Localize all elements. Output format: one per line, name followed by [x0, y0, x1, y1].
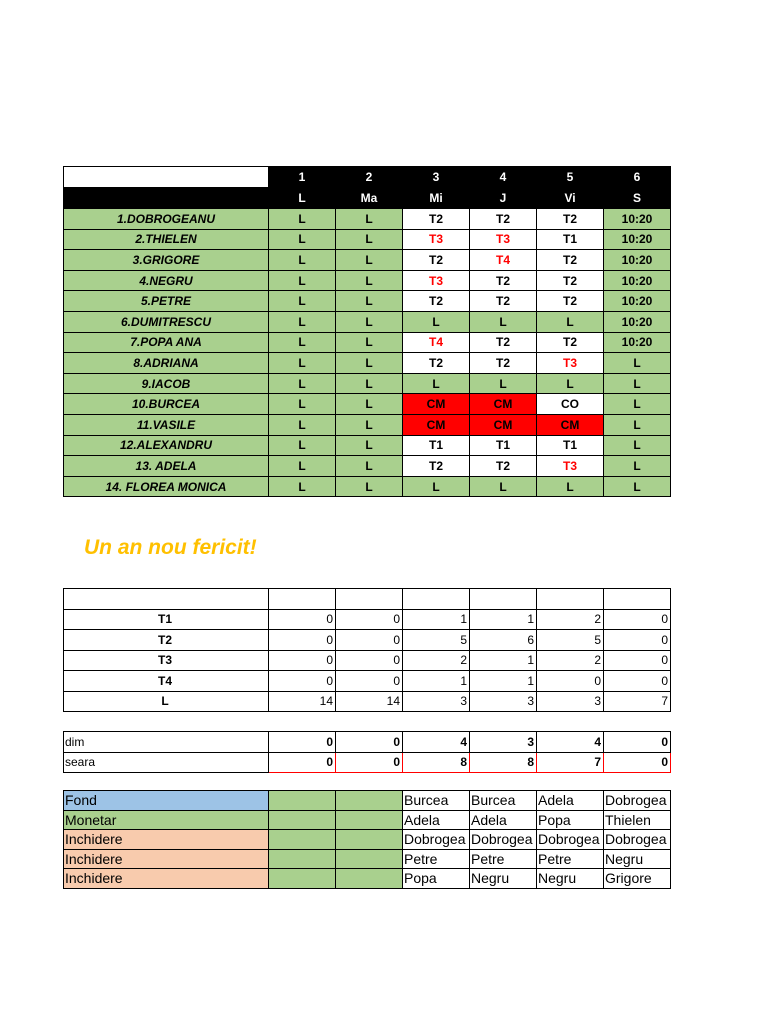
employee-name-cell[interactable]: 13. ADELA: [64, 456, 269, 477]
shift-cell[interactable]: L: [403, 311, 470, 332]
shift-cell[interactable]: T4: [403, 332, 470, 353]
duty-row: [64, 849, 671, 869]
shift-cell[interactable]: L: [604, 435, 671, 456]
shift-cell[interactable]: T2: [403, 456, 470, 477]
duty-assignee-cell[interactable]: Petre: [470, 849, 537, 869]
totals-value-cell[interactable]: 3: [470, 732, 537, 753]
header-day-names-row: [64, 188, 671, 209]
shift-cell[interactable]: T2: [470, 332, 537, 353]
shift-cell[interactable]: L: [336, 435, 403, 456]
shift-cell[interactable]: L: [604, 414, 671, 435]
employee-row: [64, 394, 671, 415]
duty-label-cell[interactable]: Inchidere: [64, 869, 269, 889]
shift-cell[interactable]: T2: [537, 291, 604, 312]
employee-row: [64, 353, 671, 374]
totals-value-cell[interactable]: 0: [336, 732, 403, 753]
count-value-cell[interactable]: 3: [403, 691, 470, 712]
shift-cell[interactable]: L: [470, 373, 537, 394]
employee-row: [64, 291, 671, 312]
employee-row: [64, 435, 671, 456]
employee-row: [64, 414, 671, 435]
shift-cell[interactable]: L: [604, 394, 671, 415]
shift-cell[interactable]: T2: [403, 291, 470, 312]
shift-cell[interactable]: L: [336, 311, 403, 332]
shift-cell[interactable]: 10:20: [604, 270, 671, 291]
shift-cell[interactable]: T3: [537, 456, 604, 477]
shift-cell[interactable]: L: [269, 250, 336, 271]
shift-cell[interactable]: L: [336, 209, 403, 230]
totals-value-cell[interactable]: 0: [336, 752, 403, 773]
employee-row: [64, 373, 671, 394]
count-value-cell[interactable]: 0: [336, 650, 403, 671]
shift-cell[interactable]: CM: [537, 414, 604, 435]
shift-cell[interactable]: CM: [470, 414, 537, 435]
duty-assignee-cell[interactable]: [336, 869, 403, 889]
shift-cell[interactable]: L: [269, 456, 336, 477]
count-label-cell[interactable]: T3: [64, 650, 269, 671]
duty-assignee-cell[interactable]: Petre: [537, 849, 604, 869]
employee-row: [64, 270, 671, 291]
shift-cell[interactable]: L: [269, 373, 336, 394]
count-value-cell[interactable]: 1: [470, 609, 537, 630]
day-number-cell[interactable]: 2: [336, 167, 403, 188]
count-row: [64, 630, 671, 651]
day-name-cell[interactable]: J: [470, 188, 537, 209]
shift-cell[interactable]: 10:20: [604, 250, 671, 271]
count-row: [64, 650, 671, 671]
employee-row: [64, 311, 671, 332]
shift-cell[interactable]: L: [604, 373, 671, 394]
count-value-cell[interactable]: 0: [604, 650, 671, 671]
count-value-cell[interactable]: 3: [470, 691, 537, 712]
count-value-cell[interactable]: 0: [604, 609, 671, 630]
count-value-cell[interactable]: 1: [403, 609, 470, 630]
count-value-cell[interactable]: 2: [403, 650, 470, 671]
totals-value-cell[interactable]: 8: [403, 752, 470, 773]
count-label-cell[interactable]: T4: [64, 671, 269, 692]
shift-cell[interactable]: T3: [403, 270, 470, 291]
employee-row: [64, 250, 671, 271]
duty-assignee-cell[interactable]: Adela: [470, 810, 537, 830]
shift-cell[interactable]: CM: [470, 394, 537, 415]
shift-cell[interactable]: L: [336, 332, 403, 353]
counts-blank-cell[interactable]: [336, 589, 403, 610]
shift-counts-table: [63, 588, 671, 712]
totals-value-cell[interactable]: 8: [470, 752, 537, 773]
counts-blank-cell[interactable]: [269, 589, 336, 610]
shift-cell[interactable]: L: [537, 476, 604, 497]
duty-assignee-cell[interactable]: [269, 810, 336, 830]
shift-cell[interactable]: 10:20: [604, 332, 671, 353]
shift-cell[interactable]: L: [269, 270, 336, 291]
shift-cell[interactable]: L: [336, 250, 403, 271]
duties-table: [63, 790, 671, 889]
shift-cell[interactable]: L: [537, 373, 604, 394]
duty-assignee-cell[interactable]: Adela: [403, 810, 470, 830]
duty-assignee-cell[interactable]: Dobrogea: [604, 830, 671, 850]
count-label-cell[interactable]: T2: [64, 630, 269, 651]
duty-row: [64, 830, 671, 850]
header-day-numbers-row: [64, 167, 671, 188]
employee-name-cell[interactable]: 1.DOBROGEANU: [64, 209, 269, 230]
duty-label-cell[interactable]: Inchidere: [64, 830, 269, 850]
duty-assignee-cell[interactable]: Negru: [470, 869, 537, 889]
day-number-cell[interactable]: 1: [269, 167, 336, 188]
duty-label-cell[interactable]: Monetar: [64, 810, 269, 830]
duty-assignee-cell[interactable]: Burcea: [470, 791, 537, 811]
shift-cell[interactable]: T2: [470, 291, 537, 312]
count-row: [64, 691, 671, 712]
shift-cell[interactable]: L: [269, 476, 336, 497]
totals-label-cell[interactable]: seara: [64, 752, 269, 773]
employee-name-cell[interactable]: 4.NEGRU: [64, 270, 269, 291]
shift-cell[interactable]: CM: [403, 414, 470, 435]
count-label-cell[interactable]: T1: [64, 609, 269, 630]
count-value-cell[interactable]: 5: [403, 630, 470, 651]
count-value-cell[interactable]: 0: [269, 630, 336, 651]
duty-assignee-cell[interactable]: Negru: [537, 869, 604, 889]
totals-table: [63, 731, 671, 773]
shift-cell[interactable]: T3: [537, 353, 604, 374]
header-blank-cell[interactable]: [64, 188, 269, 209]
totals-row: [64, 752, 671, 773]
shift-cell[interactable]: T4: [470, 250, 537, 271]
count-row: [64, 671, 671, 692]
duty-assignee-cell[interactable]: [336, 791, 403, 811]
count-value-cell[interactable]: 0: [336, 630, 403, 651]
count-value-cell[interactable]: 0: [269, 609, 336, 630]
shift-cell[interactable]: L: [604, 353, 671, 374]
shift-cell[interactable]: L: [604, 456, 671, 477]
duty-assignee-cell[interactable]: Adela: [537, 791, 604, 811]
employee-row: [64, 476, 671, 497]
duty-assignee-cell[interactable]: Petre: [403, 849, 470, 869]
employee-name-cell[interactable]: 8.ADRIANA: [64, 353, 269, 374]
count-value-cell[interactable]: 0: [336, 671, 403, 692]
duty-assignee-cell[interactable]: Dobrogea: [470, 830, 537, 850]
shift-cell[interactable]: L: [269, 414, 336, 435]
duty-assignee-cell[interactable]: [269, 869, 336, 889]
day-name-cell[interactable]: S: [604, 188, 671, 209]
counts-header-row: [64, 589, 671, 610]
duty-assignee-cell[interactable]: Negru: [604, 849, 671, 869]
shift-cell[interactable]: L: [470, 476, 537, 497]
count-value-cell[interactable]: 0: [537, 671, 604, 692]
counts-blank-cell[interactable]: [604, 589, 671, 610]
shift-cell[interactable]: L: [269, 332, 336, 353]
greeting-text: Un an nou fericit!: [84, 536, 257, 559]
employee-name-cell[interactable]: 6.DUMITRESCU: [64, 311, 269, 332]
shift-cell[interactable]: L: [470, 311, 537, 332]
shift-cell[interactable]: L: [269, 229, 336, 250]
duty-row: [64, 810, 671, 830]
day-number-cell[interactable]: 5: [537, 167, 604, 188]
shift-cell[interactable]: 10:20: [604, 291, 671, 312]
duty-assignee-cell[interactable]: [269, 849, 336, 869]
employee-row: [64, 332, 671, 353]
shift-cell[interactable]: L: [537, 311, 604, 332]
count-value-cell[interactable]: 6: [470, 630, 537, 651]
shift-cell[interactable]: L: [403, 373, 470, 394]
count-value-cell[interactable]: 7: [604, 691, 671, 712]
shift-cell[interactable]: 10:20: [604, 209, 671, 230]
count-value-cell[interactable]: 14: [336, 691, 403, 712]
totals-label-cell[interactable]: dim: [64, 732, 269, 753]
shift-cell[interactable]: T2: [470, 270, 537, 291]
schedule-table: [63, 166, 671, 497]
counts-blank-cell[interactable]: [537, 589, 604, 610]
employee-name-cell[interactable]: 5.PETRE: [64, 291, 269, 312]
shift-cell[interactable]: L: [269, 394, 336, 415]
count-value-cell[interactable]: 1: [403, 671, 470, 692]
day-name-cell[interactable]: Mi: [403, 188, 470, 209]
day-number-cell[interactable]: 4: [470, 167, 537, 188]
shift-cell[interactable]: T1: [537, 435, 604, 456]
employee-name-cell[interactable]: 7.POPA ANA: [64, 332, 269, 353]
count-value-cell[interactable]: 0: [269, 671, 336, 692]
shift-cell[interactable]: T3: [403, 229, 470, 250]
employee-name-cell[interactable]: 11.VASILE: [64, 414, 269, 435]
shift-cell[interactable]: T2: [537, 270, 604, 291]
shift-cell[interactable]: L: [604, 476, 671, 497]
shift-cell[interactable]: T2: [537, 209, 604, 230]
header-blank-cell[interactable]: [64, 167, 269, 188]
employee-name-cell[interactable]: 9.IACOB: [64, 373, 269, 394]
count-value-cell[interactable]: 0: [336, 609, 403, 630]
shift-cell[interactable]: T2: [403, 209, 470, 230]
shift-cell[interactable]: L: [269, 291, 336, 312]
shift-cell[interactable]: T3: [470, 229, 537, 250]
shift-cell[interactable]: L: [336, 476, 403, 497]
duty-label-cell[interactable]: Inchidere: [64, 849, 269, 869]
shift-cell[interactable]: 10:20: [604, 311, 671, 332]
counts-blank-cell[interactable]: [470, 589, 537, 610]
count-value-cell[interactable]: 2: [537, 650, 604, 671]
shift-cell[interactable]: L: [336, 394, 403, 415]
employee-row: [64, 209, 671, 230]
totals-value-cell[interactable]: 4: [403, 732, 470, 753]
duty-assignee-cell[interactable]: Popa: [537, 810, 604, 830]
day-number-cell[interactable]: 3: [403, 167, 470, 188]
shift-cell[interactable]: T1: [403, 435, 470, 456]
duty-assignee-cell[interactable]: [269, 830, 336, 850]
shift-cell[interactable]: T1: [537, 229, 604, 250]
shift-cell[interactable]: L: [336, 456, 403, 477]
duty-row: [64, 869, 671, 889]
duty-assignee-cell[interactable]: Popa: [403, 869, 470, 889]
count-value-cell[interactable]: 0: [604, 630, 671, 651]
counts-blank-cell[interactable]: [64, 589, 269, 610]
shift-cell[interactable]: T1: [470, 435, 537, 456]
count-label-cell[interactable]: L: [64, 691, 269, 712]
shift-cell[interactable]: T2: [403, 353, 470, 374]
employee-name-cell[interactable]: 10.BURCEA: [64, 394, 269, 415]
duty-assignee-cell[interactable]: [336, 810, 403, 830]
duty-assignee-cell[interactable]: [336, 849, 403, 869]
day-name-cell[interactable]: Vi: [537, 188, 604, 209]
totals-value-cell[interactable]: 0: [269, 752, 336, 773]
shift-cell[interactable]: L: [403, 476, 470, 497]
duty-assignee-cell[interactable]: Thielen: [604, 810, 671, 830]
count-value-cell[interactable]: 1: [470, 671, 537, 692]
shift-cell[interactable]: CM: [403, 394, 470, 415]
day-name-cell[interactable]: Ma: [336, 188, 403, 209]
totals-value-cell[interactable]: 7: [537, 752, 604, 773]
shift-cell[interactable]: 10:20: [604, 229, 671, 250]
shift-cell[interactable]: T2: [537, 332, 604, 353]
duty-label-cell[interactable]: Fond: [64, 791, 269, 811]
duty-assignee-cell[interactable]: Dobrogea: [604, 791, 671, 811]
duty-assignee-cell[interactable]: [336, 830, 403, 850]
duty-assignee-cell[interactable]: Dobrogea: [403, 830, 470, 850]
count-value-cell[interactable]: 0: [604, 671, 671, 692]
count-row: [64, 609, 671, 630]
shift-cell[interactable]: L: [269, 209, 336, 230]
employee-name-cell[interactable]: 14. FLOREA MONICA: [64, 476, 269, 497]
employee-row: [64, 229, 671, 250]
shift-cell[interactable]: L: [336, 414, 403, 435]
shift-cell[interactable]: L: [336, 353, 403, 374]
shift-cell[interactable]: L: [269, 311, 336, 332]
employee-name-cell[interactable]: 2.THIELEN: [64, 229, 269, 250]
totals-value-cell[interactable]: 4: [537, 732, 604, 753]
count-value-cell[interactable]: 5: [537, 630, 604, 651]
employee-name-cell[interactable]: 12.ALEXANDRU: [64, 435, 269, 456]
duty-row: [64, 791, 671, 811]
duty-assignee-cell[interactable]: Grigore: [604, 869, 671, 889]
totals-row: [64, 732, 671, 753]
shift-cell[interactable]: L: [336, 270, 403, 291]
shift-cell[interactable]: L: [269, 435, 336, 456]
shift-cell[interactable]: CO: [537, 394, 604, 415]
employee-name-cell[interactable]: 3.GRIGORE: [64, 250, 269, 271]
duty-assignee-cell[interactable]: Burcea: [403, 791, 470, 811]
totals-value-cell[interactable]: 0: [604, 752, 671, 773]
counts-blank-cell[interactable]: [403, 589, 470, 610]
shift-cell[interactable]: T2: [470, 456, 537, 477]
shift-cell[interactable]: T2: [470, 353, 537, 374]
day-name-cell[interactable]: L: [269, 188, 336, 209]
shift-cell[interactable]: L: [336, 229, 403, 250]
shift-cell[interactable]: L: [269, 353, 336, 374]
shift-cell[interactable]: L: [336, 373, 403, 394]
count-value-cell[interactable]: 3: [537, 691, 604, 712]
shift-cell[interactable]: T2: [470, 209, 537, 230]
shift-cell[interactable]: T2: [537, 250, 604, 271]
day-number-cell[interactable]: 6: [604, 167, 671, 188]
totals-value-cell[interactable]: 0: [269, 732, 336, 753]
duty-assignee-cell[interactable]: [269, 791, 336, 811]
shift-cell[interactable]: T2: [403, 250, 470, 271]
count-value-cell[interactable]: 0: [269, 650, 336, 671]
totals-value-cell[interactable]: 0: [604, 732, 671, 753]
employee-row: [64, 456, 671, 477]
shift-cell[interactable]: L: [336, 291, 403, 312]
count-value-cell[interactable]: 1: [470, 650, 537, 671]
duty-assignee-cell[interactable]: Dobrogea: [537, 830, 604, 850]
count-value-cell[interactable]: 14: [269, 691, 336, 712]
count-value-cell[interactable]: 2: [537, 609, 604, 630]
